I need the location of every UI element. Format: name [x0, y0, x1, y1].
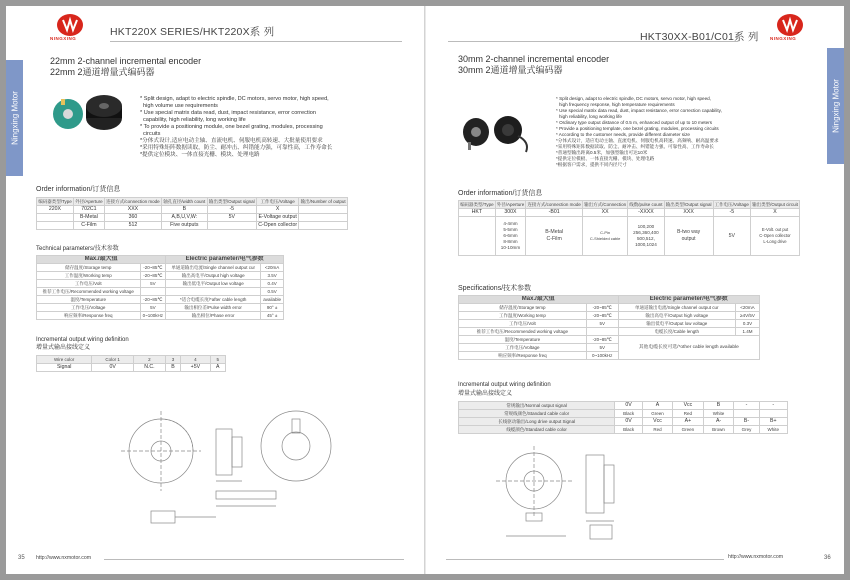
table-cell — [459, 217, 496, 256]
table-cell: 工作电压/Voltage — [37, 304, 141, 312]
table-cell: E-Volt. out put C-Open collector L-Long drive — [751, 217, 800, 256]
table-cell: B+ — [759, 418, 788, 426]
table-header: 编码器类型/Type — [38, 199, 72, 204]
table-cell: A+ — [673, 418, 703, 426]
table-cell: 输出高电平/Output high voltage — [618, 312, 735, 320]
logo-wordmark: NINGXING — [50, 36, 77, 41]
table-cell: -20~85℃ — [140, 272, 166, 280]
footer-rule — [104, 559, 404, 560]
table-cell: +5V — [181, 364, 210, 372]
table-cell: 输出低电平/Output low voltage — [166, 280, 261, 288]
table-cell: 702C1 — [73, 206, 104, 214]
table-cell — [759, 410, 788, 418]
elec-header: Electric parameter/电气参数 — [618, 296, 759, 304]
feature-line: high volume use requirements — [143, 103, 218, 109]
table-header: 编码器类型/Type — [460, 202, 494, 207]
feature-line: *分体式设计，适应电动主轴、直流电机、伺服电机高转速、高频响、耐高温要求 — [556, 138, 719, 143]
table-cell: B — [165, 364, 180, 372]
table-cell: 响应频率/Response freq — [37, 312, 141, 320]
table-cell: B- — [734, 418, 759, 426]
table-cell: 常规线颜色/Standard cable color — [459, 410, 615, 418]
table-cell: E-Voltage output — [256, 214, 298, 222]
table-cell: 工作电压/Volt — [459, 320, 587, 328]
wiring-title-en: Incremental output wiring definition — [36, 337, 129, 343]
page-header-title: HKT30XX-B01/C01系 列 — [640, 31, 759, 43]
left-page — [6, 6, 424, 574]
table-cell: Black — [615, 426, 642, 434]
table-header: 外径/Aperture — [75, 199, 103, 204]
table-cell: 储存温度/Storage temp — [459, 304, 587, 312]
table-header: 输出类型/Output circuit — [752, 202, 798, 207]
table-cell: 工作电压/Voltage — [459, 344, 587, 352]
tech-params-table — [36, 255, 284, 320]
spec-title: Specifications/技术参数 — [458, 285, 532, 292]
table-cell: C-Film — [73, 222, 104, 230]
encoder-dimension-drawing — [116, 401, 356, 541]
table-cell: White — [759, 426, 788, 434]
table-cell — [299, 214, 348, 222]
table-cell: 温度/Temperature — [459, 336, 587, 344]
table-cell: 线缆颜色/Standard cable color — [459, 426, 615, 434]
table-cell: C-Pin C-Shielded cable — [583, 217, 628, 256]
table-cell: *适合电缆长度/*after cable length — [166, 296, 261, 304]
table-cell: <20mA — [735, 304, 759, 312]
table-cell: -B01 — [526, 209, 583, 217]
feature-line: * Split design, adapt to electric spindle, DC motors, servo motor, high speed, — [556, 96, 711, 101]
tech-params-title: Technical parameters/技术参数 — [36, 246, 119, 252]
table-cell: B — [162, 206, 208, 214]
table-cell — [37, 214, 74, 222]
feature-line: *采用特殊矩阵数据读取，防尘、耐冲击、纠错能力强，可靠性高，工作寿命长 — [140, 145, 333, 151]
table-cell: 5V — [207, 214, 256, 222]
table-cell: 0V — [615, 418, 642, 426]
table-cell: 电缆长度/Cable length — [618, 328, 735, 336]
table-cell — [586, 328, 618, 336]
table-cell: 工作温度/Working temp — [37, 272, 141, 280]
table-cell: Green — [642, 410, 672, 418]
feature-line: * Provide a positioning template, one bezel grating, modules, processing circuits — [556, 126, 719, 131]
table-cell: 5V — [713, 217, 750, 256]
table-header: 4 — [181, 356, 210, 364]
table-header: 外径/Aperture — [496, 202, 525, 207]
footer-rule — [446, 559, 724, 560]
table-cell: 常规输出/Normal output signal — [459, 402, 615, 410]
table-cell — [299, 222, 348, 230]
spec-table — [458, 295, 760, 360]
table-cell: XXX — [664, 209, 713, 217]
max-header: Max./最大值 — [37, 256, 166, 264]
table-cell: -20~85℃ — [140, 296, 166, 304]
table-cell — [166, 288, 261, 296]
table-cell: Grey — [734, 426, 759, 434]
table-cell: Red — [673, 410, 703, 418]
feature-line: *采用特殊矩阵数据读取、防尘、耐冲击、纠错能力强、可靠性高、工作寿命长 — [556, 144, 714, 149]
table-cell: 推荐工作电压/Recommended working voltage — [459, 328, 587, 336]
table-header: 2 — [133, 356, 165, 364]
table-cell: -20~85℃ — [140, 264, 166, 272]
table-cell: -20~85℃ — [586, 304, 618, 312]
table-header: 3 — [165, 356, 180, 364]
max-header: Max./最大值 — [459, 296, 619, 304]
table-cell: Vcc — [673, 402, 703, 410]
feature-line: * Use special matrix data read, dust, impact resistance, error correction — [140, 110, 316, 116]
table-cell: - — [759, 402, 788, 410]
product-title-cn: 30mm 2通道增量式编码器 — [458, 65, 563, 75]
table-header: 连接方式/connection mode — [106, 199, 160, 204]
table-cell: XX — [583, 209, 628, 217]
elec-header: Electric parameter/电气参数 — [166, 256, 284, 264]
table-cell — [734, 410, 759, 418]
encoder-product-photo — [456, 106, 536, 154]
table-header: Wire color — [37, 356, 92, 364]
table-cell — [207, 222, 256, 230]
table-cell: XXX — [104, 206, 161, 214]
table-cell: 5V — [140, 280, 166, 288]
table-cell: <20mA — [261, 264, 284, 272]
table-cell: 温度/Temperature — [37, 296, 141, 304]
catalog-spread — [6, 6, 844, 574]
table-cell: 3.5V — [261, 272, 284, 280]
table-cell: 5V — [586, 320, 618, 328]
table-cell: HKT — [459, 209, 496, 217]
table-cell: 工作温度/Working temp — [459, 312, 587, 320]
table-cell: 推荐工作电压/Recommended working voltage — [37, 288, 141, 296]
table-cell: 输出高电平/Output high voltage — [166, 272, 261, 280]
table-header: 输出/Number of output — [300, 199, 346, 204]
feature-line: *普通型输出距离0.5米，加强型输出可达10米 — [556, 150, 648, 155]
table-cell: 220X — [37, 206, 74, 214]
table-header: 连接方式/connection mode — [527, 202, 581, 207]
table-cell: 0.3V — [735, 320, 759, 328]
table-header: 工作电压/Voltage — [714, 202, 749, 207]
table-cell: Brown — [703, 426, 734, 434]
table-cell: 5V — [140, 304, 166, 312]
table-cell: A — [642, 402, 672, 410]
product-title-en: 30mm 2-channel incremental encoder — [458, 54, 610, 64]
table-cell: Green — [673, 426, 703, 434]
feature-line: high frequency response, high temperature requirements — [559, 102, 675, 107]
encoder-dimension-drawing — [486, 441, 656, 551]
page-number: 36 — [824, 555, 831, 561]
table-cell: N.C. — [133, 364, 165, 372]
feature-line: *提供定位模块、一体直接光栅、模块、处理电路 — [140, 152, 260, 158]
order-info-table — [36, 197, 348, 230]
feature-line: high reliability, long working life — [559, 114, 622, 119]
table-cell: 90° ± — [261, 304, 284, 312]
table-cell: 输出低电平/Output low voltage — [618, 320, 735, 328]
table-cell: 0~100kHz — [586, 352, 618, 360]
table-cell: 输出相位差/Pulse width error — [166, 304, 261, 312]
table-cell: B-Metal C-Film — [526, 217, 583, 256]
table-cell: available — [261, 296, 284, 304]
product-title-cn: 22mm 2通道增量式编码器 — [50, 67, 155, 77]
page-number: 35 — [18, 555, 25, 561]
feature-line: *提供定位模板、一体直接光栅、模块、处理电路 — [556, 156, 655, 161]
wiring-title-en: Incremental output wiring definition — [458, 382, 551, 388]
table-header: 轴孔直径/width count — [163, 199, 206, 204]
table-header: 线数/pulse count — [629, 202, 663, 207]
website-footer[interactable]: http://www.nxmotor.com — [728, 554, 784, 560]
table-cell: -XXXX — [628, 209, 664, 217]
wiring-table — [458, 401, 788, 434]
table-cell: 5V — [586, 344, 618, 352]
order-info-table — [458, 200, 800, 256]
order-info-title: Order information/订货信息 — [36, 186, 121, 193]
table-cell: ≥4V/5V — [735, 312, 759, 320]
table-cell: 响应频率/Response freq — [459, 352, 587, 360]
cable-note: 其他电缆长度可选/*other cable length available — [618, 336, 759, 360]
table-header: 输出类型/Output signal — [208, 199, 255, 204]
table-cell: 输出相位/Phase error — [166, 312, 261, 320]
table-cell: 1.4M — [735, 328, 759, 336]
table-cell: 储存温度/Storage temp — [37, 264, 141, 272]
table-cell: Red — [642, 426, 672, 434]
table-cell: Five outputs — [162, 222, 208, 230]
feature-line: *根据客户需求，提供不同内径尺寸 — [556, 162, 627, 167]
feature-line: circuits — [143, 131, 161, 137]
table-cell: 45° ± — [261, 312, 284, 320]
table-cell: A,B,U,V,W: — [162, 214, 208, 222]
table-cell: B-two way output — [664, 217, 713, 256]
feature-line: *分体式设计,适应电动主轴、直流电机、伺服电机高转速、大批量使用要求 — [140, 138, 323, 144]
table-cell: Black — [615, 410, 642, 418]
product-title-en: 22mm 2-channel incremental encoder — [50, 56, 202, 66]
order-info-title: Order information/订货信息 — [458, 190, 543, 197]
table-cell: - — [734, 402, 759, 410]
feature-line: * According to the customer needs, provide different diameter size — [556, 132, 690, 137]
table-cell — [140, 288, 166, 296]
table-cell: B — [703, 402, 734, 410]
table-header: Color 1 — [92, 356, 134, 364]
table-cell: White — [703, 410, 734, 418]
feature-line: * To provide a positioning module, one bezel grating, modules, processing — [140, 124, 323, 130]
table-cell: 0.5V — [261, 288, 284, 296]
table-cell: -5 — [207, 206, 256, 214]
feature-line: * Use special matrix data read, dust, impact resistance, error correction capability, — [556, 108, 722, 113]
table-cell: 360 — [104, 214, 161, 222]
table-cell: 0~100kHz — [140, 312, 166, 320]
table-cell: A- — [703, 418, 734, 426]
table-cell: 0V — [92, 364, 134, 372]
table-cell: Signal — [37, 364, 92, 372]
table-cell — [37, 222, 74, 230]
wiring-title-cn: 增量式输出接线定义 — [458, 391, 513, 397]
table-cell: -20~85℃ — [586, 312, 618, 320]
table-cell: -5 — [713, 209, 750, 217]
table-cell: Vcc — [642, 418, 672, 426]
table-cell: 0.4V — [261, 280, 284, 288]
table-cell: 0V — [615, 402, 642, 410]
page-header-title: HKT220X SERIES/HKT220X系 列 — [110, 26, 275, 38]
table-cell: X — [751, 209, 800, 217]
right-page — [426, 6, 844, 574]
table-header: 输出类型/Output signal — [665, 202, 712, 207]
encoder-product-photo — [44, 86, 136, 142]
wiring-title-cn: 增量式输出接线定义 — [36, 345, 91, 351]
table-cell: 100,200 256,360,400 500,512, 1000,1024 — [628, 217, 664, 256]
table-cell: A — [210, 364, 225, 372]
wiring-table — [36, 355, 226, 372]
table-header: 5 — [210, 356, 225, 364]
feature-line: capability, high reliability, long working life — [143, 117, 246, 123]
table-cell: -20~85℃ — [586, 336, 618, 344]
website-footer[interactable]: http://www.nxmotor.com — [36, 555, 92, 561]
table-cell: 工作电压/Volt — [37, 280, 141, 288]
feature-line: * Ordinary type output distance of 0.5 m, enhanced output of up to 10 meters — [556, 120, 713, 125]
table-header: 输出方式/Connection — [584, 202, 627, 207]
table-cell — [299, 206, 348, 214]
table-cell: 300X — [495, 209, 526, 217]
table-cell: 长线驱动输出/Long drive output Signal — [459, 418, 615, 426]
table-cell: 4-4mm 5-5mm 6-6mm 8-8mm 10-10mm — [495, 217, 526, 256]
table-cell: 单通道输出电流/Single channel output cur — [166, 264, 261, 272]
header-rule — [110, 41, 402, 42]
logo-wordmark: NINGXING — [770, 36, 797, 41]
side-tab: Ningxing Motor — [827, 48, 844, 164]
table-header: 工作电压/Voltage — [256, 198, 298, 206]
table-cell: 单通道输出电流/Single channel output cur — [618, 304, 735, 312]
table-cell: 512 — [104, 222, 161, 230]
feature-line: * Split design, adapt to electric spindle, DC motors, servo motor, high speed, — [140, 96, 329, 102]
table-cell: C-Open collector — [258, 222, 298, 228]
table-cell: X — [256, 206, 298, 214]
side-tab: Ningxing Motor — [6, 60, 23, 176]
table-cell: B-Metal — [73, 214, 104, 222]
